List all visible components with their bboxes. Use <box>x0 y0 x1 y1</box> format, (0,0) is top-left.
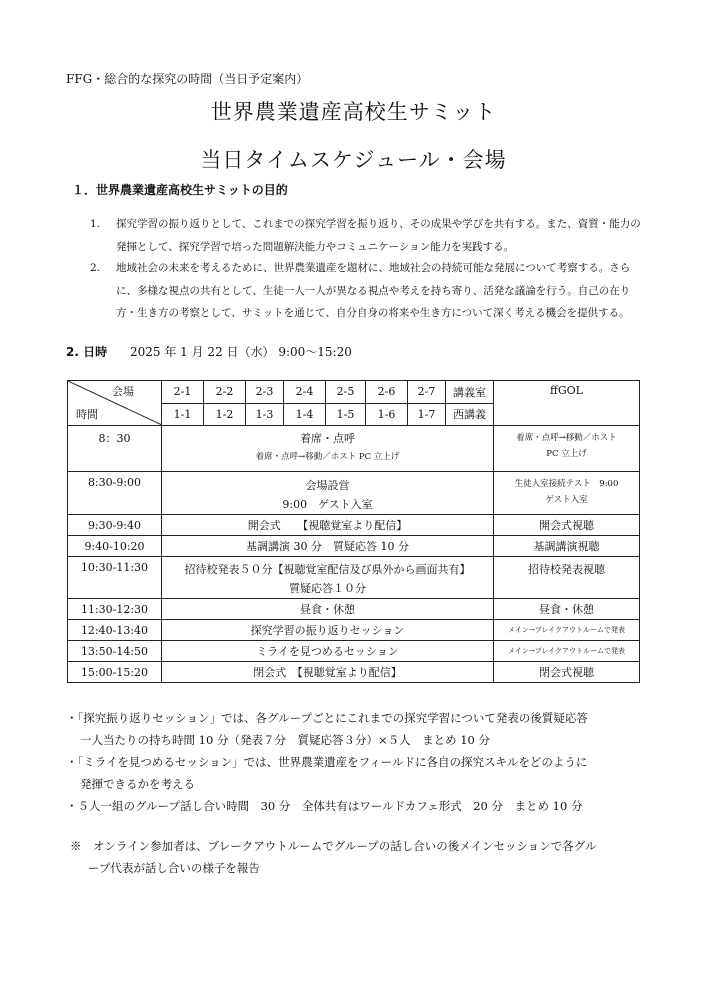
online-cell: 閉会式視聴 <box>494 662 640 683</box>
room-header: 2-2 <box>204 381 246 404</box>
room-header: 1-7 <box>408 403 446 426</box>
title-line2: 当日タイムスケジュール・会場 <box>200 148 507 172</box>
main-subtext: 着席・点呼→移動／ホスト PC 立上げ <box>255 452 400 462</box>
main-text: 招待校発表５０分【視聴覚室配信及び県外から画面共有】 <box>184 563 471 576</box>
online-cell: 昼食・休憩 <box>494 599 640 620</box>
room-header: 1-6 <box>366 403 408 426</box>
online-cell <box>494 426 640 472</box>
online-cell: メイン→ブレイクアウトルームで発表 <box>494 641 640 662</box>
table-row <box>68 515 640 536</box>
main-cell: ミライを見つめるセッション <box>162 641 494 662</box>
purpose-item-1 <box>90 213 650 258</box>
room-header: 2-5 <box>326 381 366 404</box>
online-cell: 基調講演視聴 <box>494 536 640 557</box>
main-cell <box>162 426 494 472</box>
footer-line: ※ オンライン参加者は、ブレークアウトルームでグループの話し合いの後メインセッションで各グル <box>70 839 597 853</box>
room-header: 講義室 <box>446 381 494 404</box>
footer-note <box>70 835 640 879</box>
time-cell: 9:40-10:20 <box>68 536 162 557</box>
table-row <box>68 472 640 515</box>
purpose-item-text: 地域社会の未来を考えるために、世界農業遺産を題材に、地域社会の持続可能な発展について考察する。さらに、多様な視点の共有として、生徒一人一人が異なる視点や考えを持ち寄り、活発な議論を行う。自己の在り方・生き方の考察として、サミットを通じて、自分自身の将来や生き方について深く考える機会を提供する。 <box>116 262 631 319</box>
header-note: FFG・総合的な探究の時間（当日予定案内） <box>66 72 309 86</box>
room-header: 1-3 <box>246 403 284 426</box>
online-text: 生徒入室接続テスト 9:00 <box>514 479 619 489</box>
online-subtext: PC 立上げ <box>546 449 587 459</box>
online-text: 着席・点呼→移動／ホスト <box>516 433 617 443</box>
table-row <box>68 557 640 599</box>
online-cell <box>494 472 640 515</box>
online-cell: 招待校発表視聴 <box>494 557 640 599</box>
main-cell <box>162 472 494 515</box>
main-subtext: 質疑応答１０分 <box>289 582 366 595</box>
room-header: 1-2 <box>204 403 246 426</box>
room-header: 2-1 <box>162 381 204 404</box>
main-cell: 閉会式 【視聴覚室より配信】 <box>162 662 494 683</box>
online-cell: メイン→ブレイクアウトルームで発表 <box>494 620 640 641</box>
note-line: ・「ミライを見つめるセッション」では、世界農業遺産をフィールドに各自の探究スキルをどのように <box>66 755 588 769</box>
time-cell: 13:50-14:50 <box>68 641 162 662</box>
note-line: ・「探究振り返りセッション」では、各グループごとにこれまでの探究学習について発表の後質疑応答 <box>66 711 588 725</box>
room-header: 2-3 <box>246 381 284 404</box>
room-header: 西講義 <box>446 403 494 426</box>
note-line: ・５人一組のグループ話し合い時間 30 分 全体共有はワールドカフェ形式 20 分 まとめ 10 分 <box>66 799 583 813</box>
time-cell: 8：30 <box>68 426 162 472</box>
purpose-item-number: 1. <box>90 218 101 230</box>
room-header: 1-5 <box>326 403 366 426</box>
main-cell <box>162 557 494 599</box>
room-header: 2-7 <box>408 381 446 404</box>
main-cell: 探究学習の振り返りセッション <box>162 620 494 641</box>
purpose-item-text: 探究学習の振り返りとして、これまでの探究学習を振り返り、その成果や学びを共有する。また、資質・能力の発揮として、探究学習で培った問題解決能力やコミュニケーション能力を実践する。 <box>116 218 641 253</box>
online-cell: 開会式視聴 <box>494 515 640 536</box>
footer-line: ープ代表が話し合いの様子を報告 <box>88 861 260 875</box>
purpose-item-2 <box>90 257 650 325</box>
table-corner-cell <box>68 381 162 426</box>
notes-list <box>66 707 646 817</box>
time-cell: 15:00-15:20 <box>68 662 162 683</box>
corner-label-time: 時間 <box>76 408 98 421</box>
main-cell: 昼食・休憩 <box>162 599 494 620</box>
main-text: 会場設営 <box>305 479 350 492</box>
room-header: 1-4 <box>284 403 326 426</box>
time-cell: 8:30-9:00 <box>68 472 162 515</box>
time-cell: 10:30-11:30 <box>68 557 162 599</box>
note-line: 一人当たりの持ち時間 10 分（発表７分 質疑応答３分）×５人 まとめ 10 分 <box>80 733 491 747</box>
time-cell: 9:30-9:40 <box>68 515 162 536</box>
section1-heading: １．世界農業遺産高校生サミットの目的 <box>72 183 288 197</box>
room-header: 2-4 <box>284 381 326 404</box>
purpose-item-number: 2. <box>90 262 101 274</box>
section2-heading: 2. 日時 <box>66 345 108 359</box>
title-line1: 世界農業遺産高校生サミット <box>210 100 497 124</box>
table-row <box>68 426 640 472</box>
corner-label-venue: 会場 <box>112 385 134 398</box>
table-row <box>68 536 640 557</box>
schedule-table <box>67 380 640 683</box>
main-cell: 基調講演 30 分 質疑応答 10 分 <box>162 536 494 557</box>
online-subtext: ゲスト入室 <box>545 495 588 505</box>
online-header: ffGOL <box>494 381 640 426</box>
table-row <box>68 599 640 620</box>
main-cell: 開会式 【視聴覚室より配信】 <box>162 515 494 536</box>
main-subtext: 9:00 ゲスト入室 <box>282 498 373 511</box>
table-row <box>68 620 640 641</box>
note-line: 発揮できるかを考える <box>80 777 195 791</box>
room-header: 1-1 <box>162 403 204 426</box>
time-cell: 11:30-12:30 <box>68 599 162 620</box>
table-row <box>68 662 640 683</box>
time-cell: 12:40-13:40 <box>68 620 162 641</box>
room-header: 2-6 <box>366 381 408 404</box>
table-row <box>68 641 640 662</box>
main-text: 着席・点呼 <box>300 432 355 445</box>
event-date: 2025 年 1 月 22 日（水） 9:00～15:20 <box>130 345 352 359</box>
